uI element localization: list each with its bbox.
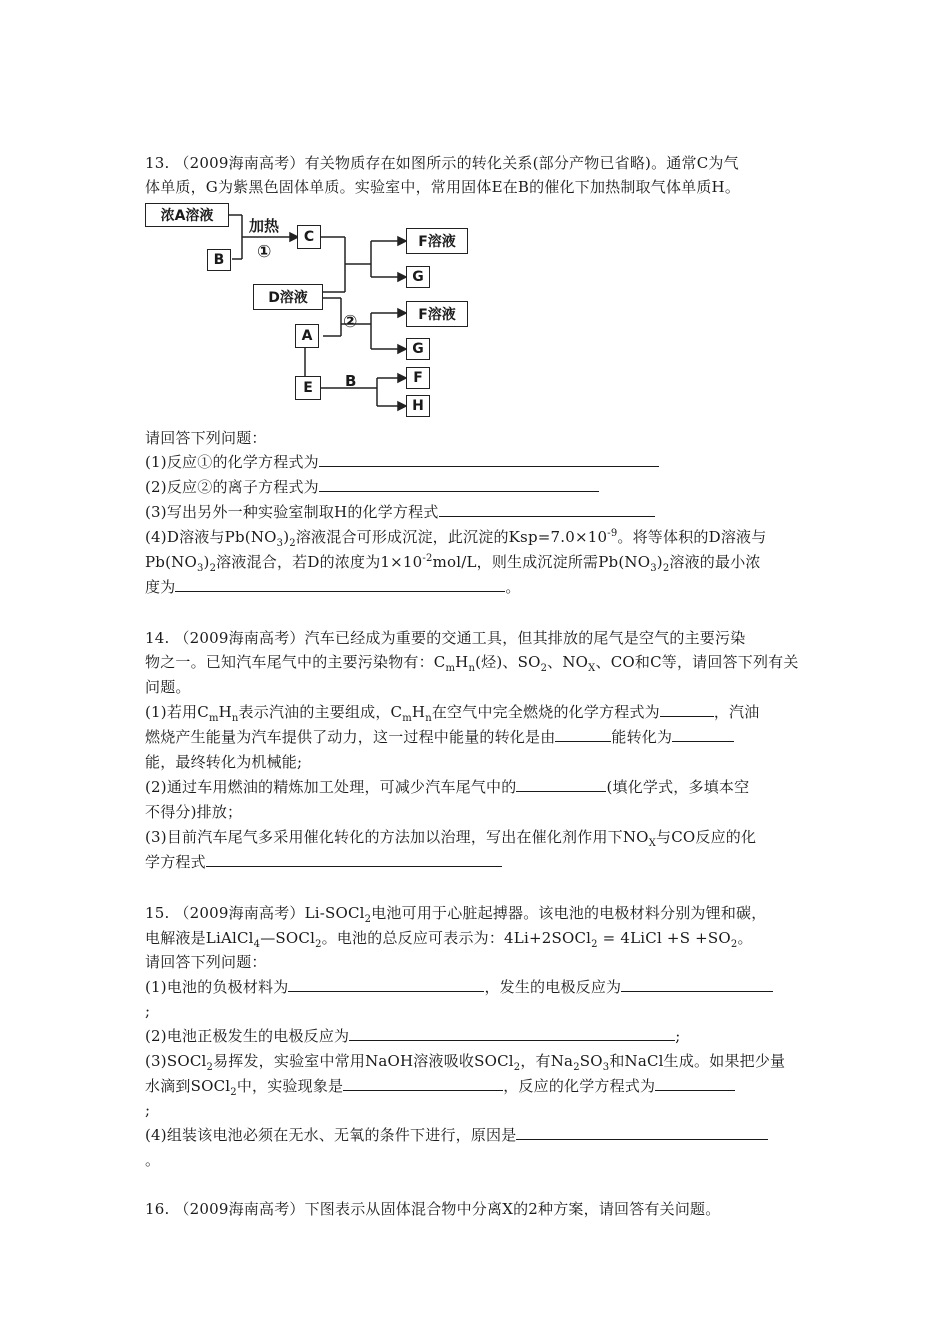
answer-blank[interactable] <box>516 1125 768 1140</box>
sub: 3 <box>650 563 657 574</box>
sub: n <box>425 713 432 724</box>
sub: 2 <box>662 563 670 574</box>
text: 度为 <box>145 578 176 596</box>
sub: 2 <box>206 1062 214 1073</box>
q13-part2-text: (2)反应②的离子方程式为 <box>145 478 319 496</box>
answer-blank[interactable] <box>288 977 484 992</box>
box-f-solution-1: F溶液 <box>406 228 468 254</box>
answer-blank[interactable] <box>175 577 505 592</box>
label-reaction-1: ① <box>257 242 272 262</box>
q13-part4-line3 <box>145 577 815 597</box>
sub: 2 <box>289 538 296 549</box>
answer-blank[interactable] <box>319 452 659 467</box>
text: (1)电池的负极材料为 <box>145 978 289 996</box>
q14-part3-line2 <box>145 852 815 872</box>
q15-line1 <box>145 903 815 923</box>
text: 电池可用于心脏起搏器。该电池的电极材料分别为锂和碳， <box>371 904 767 922</box>
text: ) <box>203 553 210 571</box>
q13-part3 <box>145 502 815 522</box>
sup: -2 <box>422 553 433 564</box>
q15-part4-line2: 。 <box>145 1151 161 1169</box>
text: (4)组装该电池必须在无水、无氧的条件下进行，原因是 <box>145 1126 517 1144</box>
text: H <box>218 703 232 721</box>
text: Pb(NO <box>145 553 197 571</box>
sub: n <box>231 713 239 724</box>
answer-blank[interactable] <box>343 1076 503 1091</box>
q15-part3-line1 <box>145 1051 815 1071</box>
text: (2)通过车用燃油的精炼加工处理，可减少汽车尾气中的 <box>145 778 517 796</box>
text: (3)SOCl <box>145 1052 207 1070</box>
text: (1)若用C <box>145 703 209 721</box>
text: 水滴到SOCl <box>145 1077 231 1095</box>
text: 。电池的总反应可表示为：4Li+2SOCl <box>321 929 592 947</box>
text: 能转化为 <box>611 728 673 746</box>
text: (2)电池正极发生的电极反应为 <box>145 1027 350 1045</box>
text: ，汽油 <box>713 703 760 721</box>
text: 与CO反应的化 <box>656 828 757 846</box>
text: 溶液混合，若D的浓度为1×10 <box>216 553 423 571</box>
q14-part2-line1 <box>145 777 815 797</box>
sub: m <box>208 713 219 724</box>
box-g-2: G <box>406 338 430 360</box>
answer-blank[interactable] <box>439 502 655 517</box>
text: 。 <box>505 578 521 596</box>
text: 燃烧产生能量为汽车提供了动力，这一过程中能量的转化是由 <box>145 728 556 746</box>
q15-part3-line3: ; <box>145 1101 151 1119</box>
text: 、NO <box>547 653 589 671</box>
text: 15. （2009海南高考）Li-SOCl <box>145 904 365 922</box>
text: ，反应的化学方程式为 <box>503 1077 656 1095</box>
text: —SOCl <box>260 929 316 947</box>
text: 溶液混合可形成沉淀，此沉淀的Ksp=7.0×10 <box>295 528 608 546</box>
sub: m <box>445 663 456 674</box>
sub: n <box>468 663 476 674</box>
sub: 2 <box>540 663 548 674</box>
box-e: E <box>295 376 321 400</box>
text: 物之一。已知汽车尾气中的主要污染物有：C <box>145 653 446 671</box>
q14-part1-line2 <box>145 727 815 747</box>
q15-part2 <box>145 1026 815 1046</box>
q15-part3-line2 <box>145 1076 815 1096</box>
sub: 2 <box>209 563 217 574</box>
sub: 2 <box>230 1087 237 1098</box>
sub: m <box>402 713 412 724</box>
sub: 3 <box>276 538 284 549</box>
q14-part1-line3: 能，最终转化为机械能; <box>145 753 303 771</box>
text: ; <box>675 1027 681 1045</box>
text: 溶液的最小浓 <box>669 553 761 571</box>
box-g-1: G <box>406 266 430 288</box>
answer-blank[interactable] <box>621 977 773 992</box>
text: 易挥发，实验室中常用NaOH溶液吸收SOCl <box>213 1052 514 1070</box>
q13-part1 <box>145 452 815 472</box>
text: ，发生的电极反应为 <box>484 978 622 996</box>
text: 。 <box>737 929 753 947</box>
text: (4)D溶液与Pb(NO <box>145 528 277 546</box>
q13-part4-line1 <box>145 527 815 547</box>
text: 和NaCl生成。如果把少量 <box>609 1052 786 1070</box>
q13-part1-text: (1)反应①的化学方程式为 <box>145 453 319 471</box>
box-conc-a-solution: 浓A溶液 <box>145 203 229 227</box>
q15-part1-line2: ; <box>145 1002 151 1020</box>
text: = 4LiCl +S +SO <box>597 929 731 947</box>
q14-line3: 问题。 <box>145 678 191 696</box>
q13-part4-line2 <box>145 552 815 572</box>
text: 在空气中完全燃烧的化学方程式为 <box>431 703 660 721</box>
text: (烃)、SO <box>475 653 541 671</box>
sub: 2 <box>573 1062 580 1073</box>
q13-line1: 13. （2009海南高考）有关物质存在如图所示的转化关系(部分产物已省略)。通常C为气 <box>145 154 739 172</box>
text: 学方程式 <box>145 853 206 871</box>
q13-conversion-diagram <box>145 200 475 422</box>
q13-part3-text: (3)写出另外一种实验室制取H的化学方程式 <box>145 503 439 521</box>
box-c: C <box>297 225 321 249</box>
q15-line2 <box>145 928 815 948</box>
label-catalyst-b: B <box>345 372 357 390</box>
label-heat: 加热 <box>249 217 280 235</box>
text: SO <box>579 1052 603 1070</box>
text: 表示汽油的主要组成，C <box>238 703 403 721</box>
box-b: B <box>207 249 231 271</box>
sub: 4 <box>253 939 261 950</box>
box-h: H <box>406 395 430 417</box>
text: 电解液是LiAlCl <box>145 929 254 947</box>
sup: -9 <box>607 528 618 539</box>
text: (3)目前汽车尾气多采用催化转化的方法加以治理，写出在催化剂作用下NO <box>145 828 649 846</box>
answer-blank[interactable] <box>516 777 606 792</box>
text: 。将等体积的D溶液与 <box>617 528 767 546</box>
sub: 2 <box>364 914 372 925</box>
answer-blank[interactable] <box>555 727 611 742</box>
q14-part2-line2: 不得分)排放； <box>145 803 243 821</box>
sub: 2 <box>730 939 738 950</box>
q14-line2 <box>145 652 815 672</box>
text: ) <box>656 553 663 571</box>
text: 中，实验现象是 <box>236 1077 344 1095</box>
q14-line1: 14. （2009海南高考）汽车已经成为重要的交通工具，但其排放的尾气是空气的主要污染 <box>145 629 746 647</box>
q15-part1-line1 <box>145 977 815 997</box>
q14-part1-line1 <box>145 702 815 722</box>
answer-blank[interactable] <box>349 1026 675 1041</box>
q13-prompt: 请回答下列问题： <box>145 429 267 447</box>
box-a: A <box>295 324 319 348</box>
box-f-solution-2: F溶液 <box>406 301 468 327</box>
sub: 2 <box>591 939 598 950</box>
text: 、CO和C等，请回答下列有关 <box>595 653 799 671</box>
box-f: F <box>406 367 430 389</box>
answer-blank[interactable] <box>206 852 502 867</box>
text: ) <box>283 528 290 546</box>
box-d-solution: D溶液 <box>253 284 323 310</box>
answer-blank[interactable] <box>655 1076 735 1091</box>
text: ，有Na <box>520 1052 574 1070</box>
sub: 2 <box>315 939 322 950</box>
q13-line2: 体单质，G为紫黑色固体单质。实验室中，常用固体E在B的催化下加热制取气体单质H。 <box>145 178 741 196</box>
sub: 3 <box>602 1062 610 1073</box>
text: H <box>455 653 469 671</box>
sub: X <box>588 663 596 674</box>
answer-blank[interactable] <box>319 477 599 492</box>
sub: 3 <box>196 563 204 574</box>
text: H <box>411 703 426 721</box>
q15-prompt: 请回答下列问题： <box>145 953 267 971</box>
q13-part2 <box>145 477 815 497</box>
text: (填化学式，多填本空 <box>606 778 750 796</box>
answer-blank[interactable] <box>672 727 734 742</box>
label-reaction-2: ② <box>343 312 358 332</box>
q14-part3-line1 <box>145 827 815 847</box>
answer-blank[interactable] <box>660 702 714 717</box>
q15-part4-line1 <box>145 1125 815 1145</box>
q16-line1: 16. （2009海南高考）下图表示从固体混合物中分离X的2种方案，请回答有关问题。 <box>145 1200 721 1218</box>
text: mol/L，则生成沉淀所需Pb(NO <box>432 553 651 571</box>
sub: 2 <box>513 1062 521 1073</box>
sub: X <box>648 838 657 849</box>
